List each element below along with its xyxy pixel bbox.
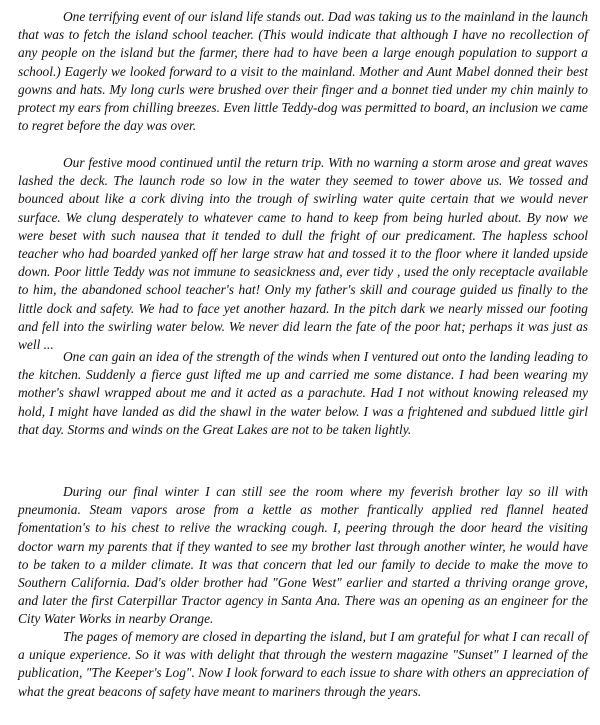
paragraph-winds: One can gain an idea of the strength of the winds when I ventured out onto the landing leading to the kitchen. Suddenly a fierce gust lifted me up and carried me some distance. I had been wearing my mother's shawl wrapped about me and it acted as a parachute. Had I not without knowing released my hold, I might have landed as did the shawl in the water below. I was a frightened and subdued little girl that day. Storms and winds on the Great Lakes are not to be taken lightly. — [18, 349, 588, 437]
paragraph-island-trip: One terrifying event of our island life stands out. Dad was taking us to the mainland in the launch that was to fetch the island school teacher. (This would indicate that although I have no recollection of any people on the island but the farmer, there had to have been a large enough population to support a school.) Eagerly we looked forward to a visit to the mainland. Mother and Aunt Mabel donned their best gowns and hats. My long curls were brushed over their finger and a bonnet tied under my chin mainly to protect my ears from chilling breezes. Even little Teddy-dog was permitted to board, an inclusion we came to regret before the day was over. — [18, 9, 588, 134]
paragraph-memory: The pages of memory are closed in departing the island, but I am grateful for what I can recall of a unique experience. So it was with delight that through the western magazine "Sunset" I learned of the publication, "The Keeper's Log". Now I look forward to each issue to share with others an appreciation of what the great beacons of safety have meant to mariners through the years. — [18, 629, 588, 699]
paragraph-storm: Our festive mood continued until the return trip. With no warning a storm arose and great waves lashed the deck. The launch rode so low in the water they seemed to tower above us. We tossed and bounced about like a cork diving into the trough of swirling water quite certain that we would never surface. We clung desperately to whatever came to hand to keep from being hurled about. By now we were beset with such nausea that it tended to dull the fright of our predicament. The hapless school teacher who had boarded yanked off her large straw hat and tossed it to the floor where it landed upside down. Poor little Teddy was not immune to seasickness and, ever tidy , used the only receptacle available to him, the abandoned school teacher's hat! Only my father's skill and courage guided us finally to the little dock and safety. We had to face yet another hazard. In the pitch dark we nearly missed our footing and fell into the swirling water below. We never did learn the fate of the poor hat; perhaps it was just as well ... — [18, 155, 588, 353]
paragraph-final-winter: During our final winter I can still see the room where my feverish brother lay so ill with pneumonia. Steam vapors arose from a kettle as mother frantically applied red flannel heated fomentation's to his chest to relive the wracking cough. I, peering through the door heard the visiting doctor warn my parents that if they wanted to see my brother last through another winter, he would have to be taken to a milder climate. It was that concern that led our family to decide to make the move to Southern California. Dad's older brother had "Gone West" earlier and started a thriving orange grove, and later the first Caterpillar Tractor agency in Santa Ana. There was an opening as an engineer for the City Water Works in nearby Orange. — [18, 484, 588, 627]
